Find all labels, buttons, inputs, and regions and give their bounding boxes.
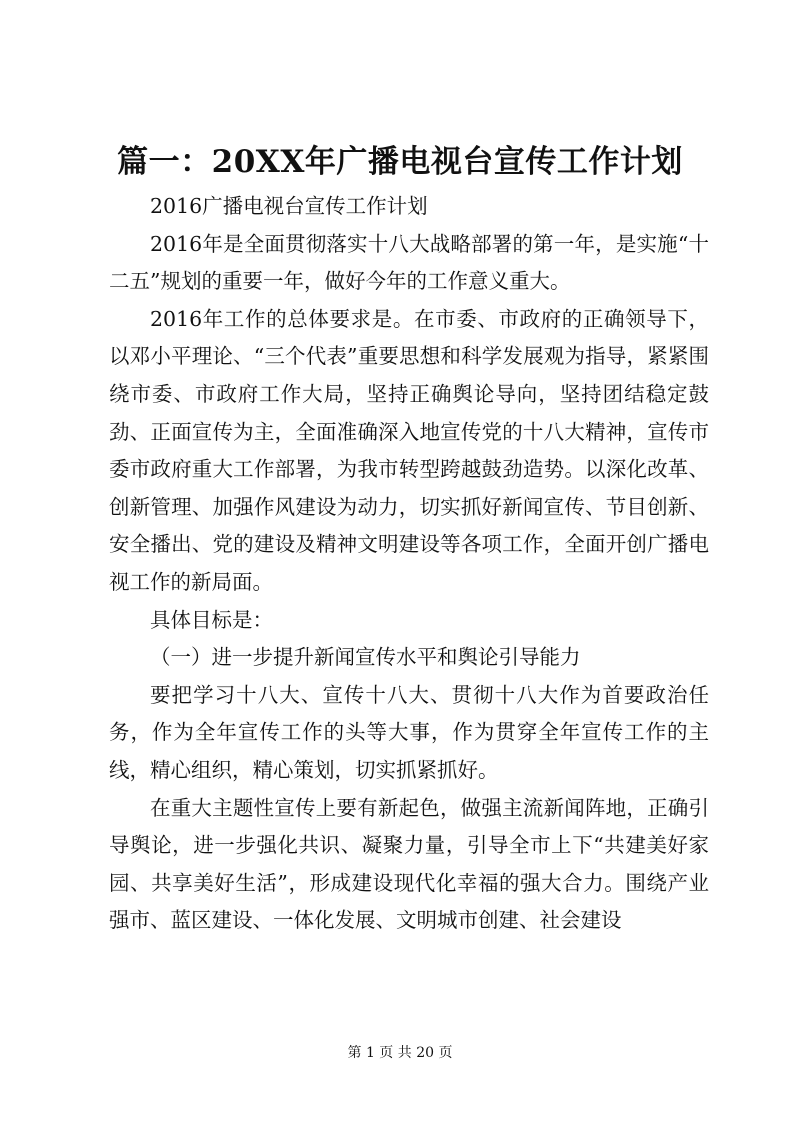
paragraph-major-themes: 在重大主题性宣传上要有新起色，做强主流新闻阵地，正确引导舆论，进一步强化共识、凝聚力量，引导全市上下“共建美好家园、共享美好生活”，形成建设现代化幸福的强大合力。围绕产业强市、蓝区建设、一体化发展、文明城市创建、社会建设	[109, 795, 709, 933]
paragraph-intro: 2016年是全面贯彻落实十八大战略部署的第一年，是实施“十二五”规划的重要一年，做好今年的工作意义重大。	[109, 231, 709, 294]
document-body	[109, 188, 709, 940]
paragraph-overall-requirements: 2016年工作的总体要求是。在市委、市政府的正确领导下，以邓小平理论、“三个代表”重要思想和科学发展观为指导，紧紧围绕市委、市政府工作大局，坚持正确舆论导向，坚持团结稳定鼓劲、正面宣传为主，全面准确深入地宣传党的十八大精神，宣传市委市政府重大工作部署，为我市转型跨越鼓劲造势。以深化改革、创新管理、加强作风建设为动力，切实抓好新闻宣传、节目创新、安全播出、党的建设及精神文明建设等各项工作，全面开创广播电视工作的新局面。	[109, 306, 709, 594]
paragraph-section-heading-1: （一）进一步提升新闻宣传水平和舆论引导能力	[150, 645, 581, 670]
document-title: 篇一：20XX年广播电视台宣传工作计划	[117, 144, 683, 180]
page-footer: 第 1 页 共 20 页	[347, 1045, 453, 1061]
paragraph-subtitle: 2016广播电视台宣传工作计划	[150, 194, 428, 218]
paragraph-study-eighteenth-congress: 要把学习十八大、宣传十八大、贯彻十八大作为首要政治任务，作为全年宣传工作的头等大事，作为贯穿全年宣传工作的主线，精心组织，精心策划，切实抓紧抓好。	[109, 682, 709, 782]
paragraph-goals-heading: 具体目标是：	[150, 607, 273, 632]
